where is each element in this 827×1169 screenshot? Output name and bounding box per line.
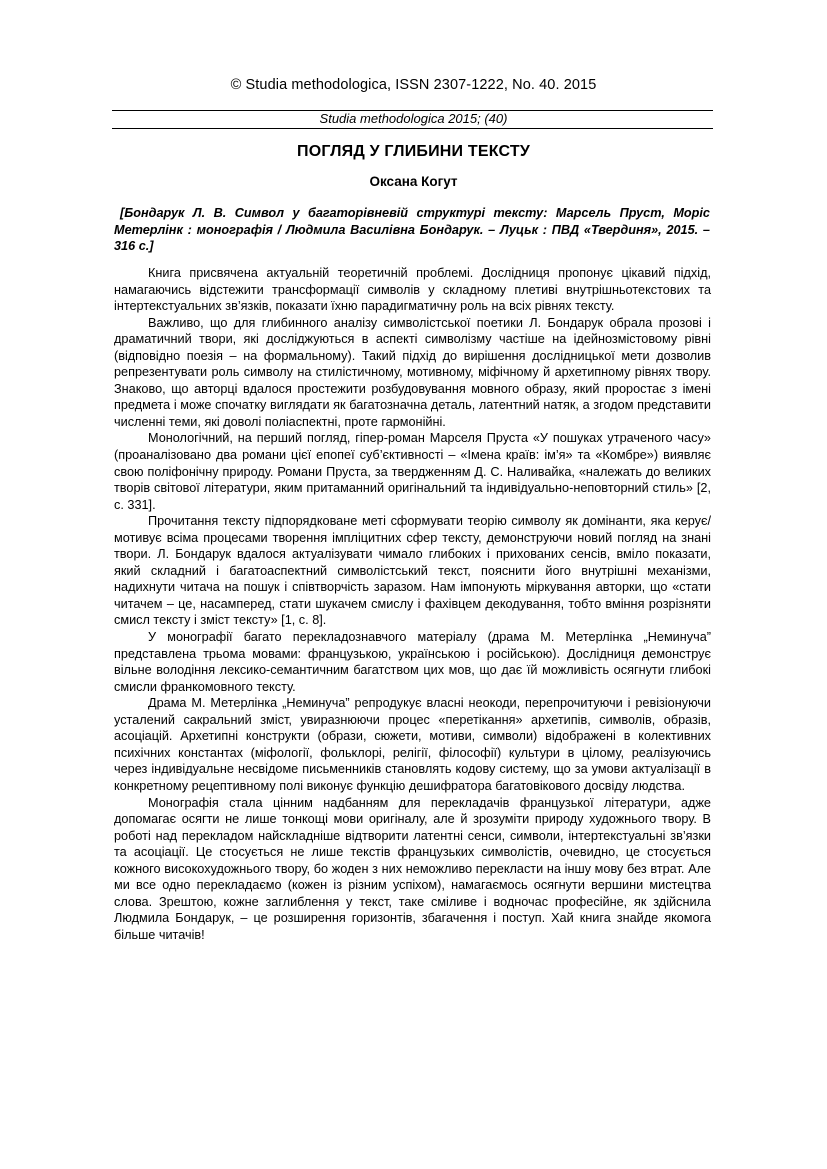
article-author: Оксана Когут bbox=[369, 174, 458, 189]
body-paragraph: У монографії багато перекладознавчого матеріалу (драма М. Метерлінка „Неминуча” представлена трьома мовами: французькою, українською і російською). Дослідниця демонструє вільне володіння лексико-семантичним багатством цих мов, що дає їй можливість осягнути глибокі смисли франкомовного тексту. bbox=[114, 630, 711, 694]
header-rule-bottom bbox=[112, 128, 713, 129]
body-paragraph: Важливо, що для глибинного аналізу символістської поетики Л. Бондарук обрала прозові і драматичний твори, які досліджуються в аспекті символізму частіше на ідейнозмістовому рівні (відповідно поезія – на формальному). Такий підхід до вирішення дослідницької мети дозволив репрезентувати роль символу на стилістичному, мотивному, міфічному й архетипному рівнях твору. Знаково, що авторці вдалося простежити розбудовування мовного образу, який проростає з імені предмета і може спочатку виглядати як багатозначна деталь, латентний натяк, а згодом представити численні теми, які доволі поліаспектні, проте гармонійні. bbox=[114, 315, 711, 429]
journal-running-head: Studia methodologica 2015; (40) bbox=[319, 111, 508, 126]
article-body bbox=[114, 265, 711, 943]
article-title: ПОГЛЯД У ГЛИБИНИ ТЕКСТУ bbox=[297, 143, 530, 160]
body-paragraph: Драма М. Метерлінка „Неминуча” репродукує власні неокоди, перепрочитуючи і ревізіонуючи усталений сакральний зміст, увиразнюючи процес «перетікання» архетипів, символів, образів, асоціацій. Архетипні конструкти (образи, сюжети, мотиви, символи) відображені в колективних психічних константах (міфології, фольклорі, релігії, філософії) культури в цілому, реалізуючись через індивідуальне несвідоме письменників становлять кодову систему, що за умови актуалізації в конкретному рецептивному полі виконує функцію дешифратора багатовікового досвіду людства. bbox=[114, 696, 711, 793]
body-paragraph: Монологічний, на перший погляд, гіпер-роман Марселя Пруста «У пошуках утраченого часу» (проаналізовано два романи цієї епопеї суб’єктивності – «Імена країв: ім’я» та «Комбре») виявляє свою поліфонічну природу. Романи Пруста, за твердженням Д. С. Наливайка, «належать до великих творів світової літератури, яким притаманний оригінальний та індивідуально-неповторний стиль» [2, с. 331]. bbox=[114, 431, 711, 512]
body-paragraph: Книга присвячена актуальній теоретичній проблемі. Дослідниця пропонує цікавий підхід, намагаючись відстежити трансформації символів у складному плетиві внутрішньотекстових та інтертекстуальних зв’язків, показати їхню парадигматичну роль на всіх рівнях тексту. bbox=[114, 266, 711, 314]
body-paragraph: Прочитання тексту підпорядковане меті сформувати теорію символу як домінанти, яка керує/мотивує всіма процесами творення імпліцитних сфер тексту, демонструючи новий погляд на знані твори. Л. Бондарук вдалося актуалізувати чимало глибоких і прихованих сенсів, вміло показати, який складний і багатоаспектний символістський текст, пояснити його внутрішні механізми, надихнути читача на пошук і співтворчість заразом. Нам імпонують міркування авторки, що «стати читачем – це, насамперед, стати шукачем смислу і фахівцем декодування, тобто вміння розрізняти смисл тексту і зміст тексту» [1, с. 8]. bbox=[114, 514, 711, 628]
copyright-line: © Studia methodologica, ISSN 2307-1222, No. 40. 2015 bbox=[230, 77, 597, 93]
book-citation: [Бондарук Л. В. Символ у багаторівневій структурі тексту: Марсель Пруст, Моріс Метерлінк : монографія / Людмила Василівна Бондарук. – Луцьк : ПВД «Твердиня», 2015. – 316 с.] bbox=[114, 206, 710, 254]
body-paragraph: Монографія стала цінним надбанням для перекладачів французької літератури, адже допомагає осягти не лише тонкощі мови оригіналу, але й зрозуміти природу художнього твору. В роботі над перекладом найскладніше відтворити латентні сенси, символи, інтертекстуальні зв’язки та асоціації. Це стосується не лише текстів французьких символістів, очевидно, це стосується кожного високохудожнього твору, бо жоден з них неможливо перекласти на іншу мову без втрат. Але ми все одно перекладаємо (кожен із різним успіхом), намагаємось осягнути вершини мистецтва слова. Зрештою, кожне заглиблення у текст, таке сміливе і водночас професійне, як здійснила Людмила Бондарук, – це розширення горизонтів, збагачення і поступ. Хай книга знайде якомога більше читачів! bbox=[114, 795, 711, 942]
